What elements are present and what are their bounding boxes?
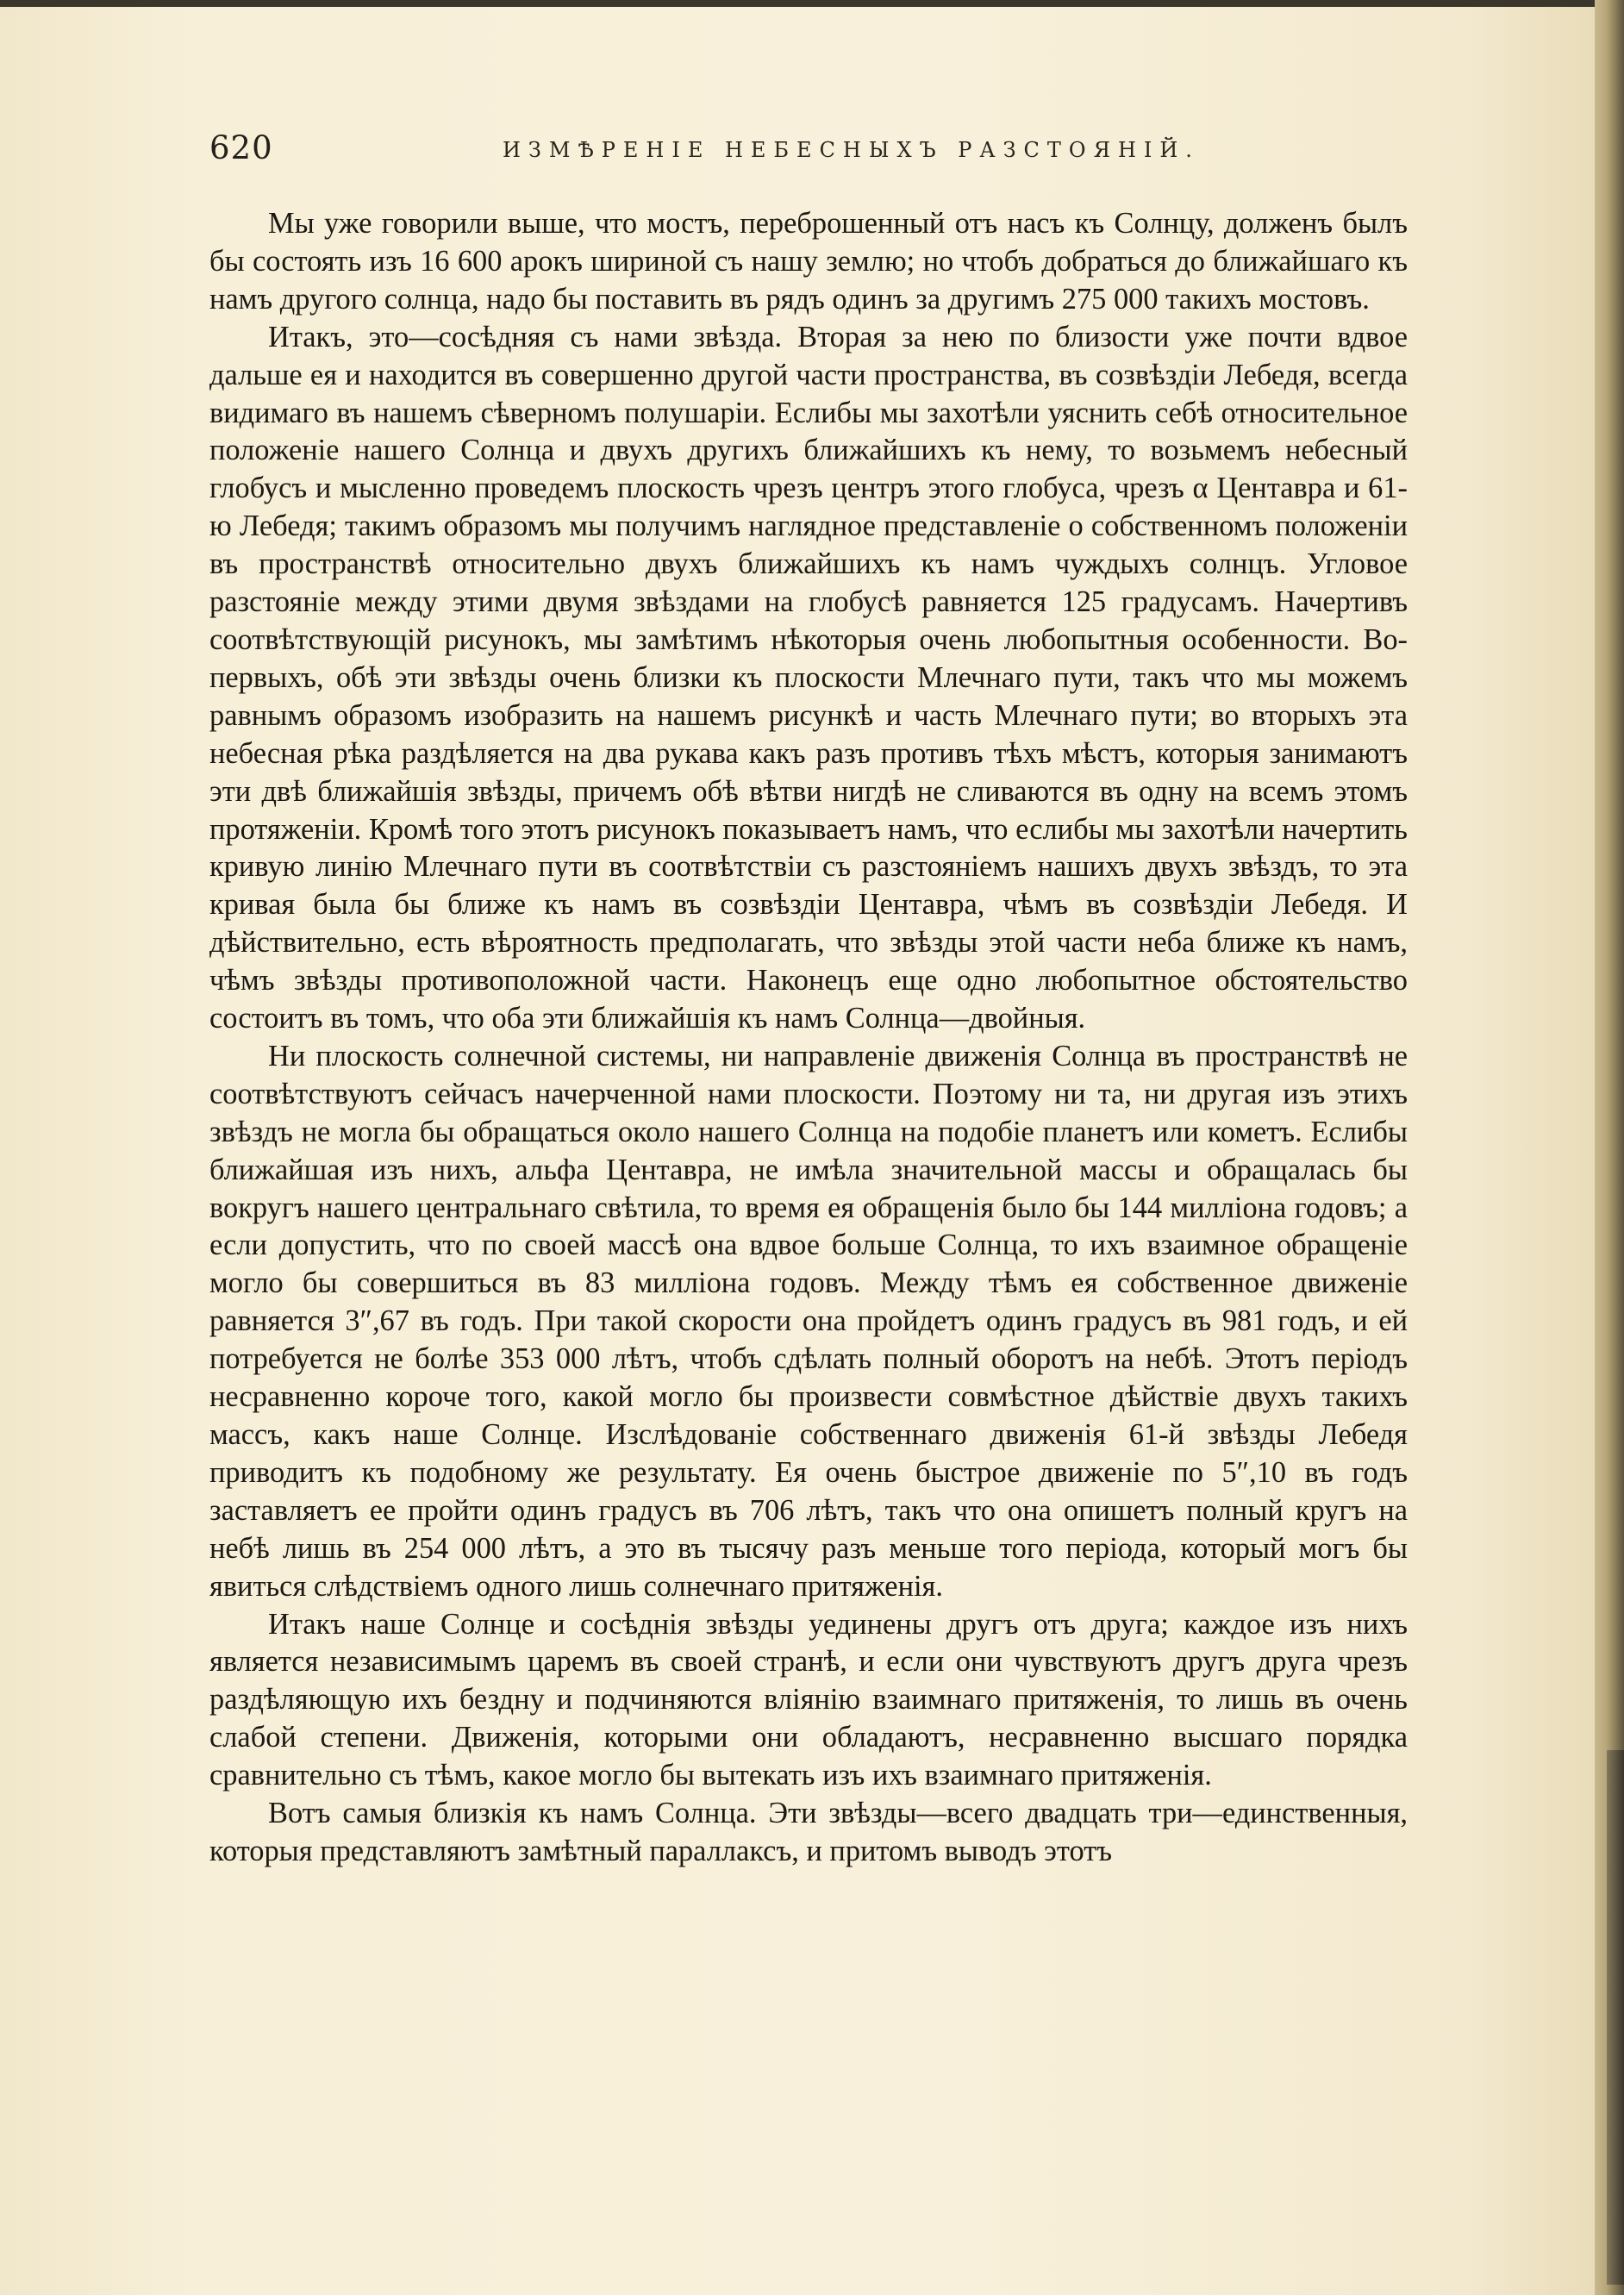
running-head: ИЗМѢРЕНІЕ НЕБЕСНЫХЪ РАЗСТОЯНІЙ. bbox=[503, 138, 1200, 162]
paragraph: Итакъ, это—сосѣдняя съ нами звѣзда. Вторая за нею по близости уже почти вдвое дальше ея и находится въ совершенно другой части пространства, въ созвѣздіи Лебедя, всегда видимаго въ нашемъ сѣверномъ полушаріи. Еслибы мы захотѣли уяснить себѣ относительное положеніе нашего Солнца и двухъ другихъ ближайшихъ къ нему, то возьмемъ небесный глобусъ и мысленно проведемъ плоскость чрезъ центръ этого глобуса, чрезъ α Центавра и 61-ю Лебедя; такимъ образомъ мы получимъ наглядное представленіе о собственномъ положеніи въ пространствѣ относительно двухъ ближайшихъ къ намъ чуждыхъ солнцъ. Угловое разстояніе между этими двумя звѣздами на глобусѣ равняется 125 градусамъ. Начертивъ соотвѣтствующій рисунокъ, мы замѣтимъ нѣкоторыя очень любопытныя особенности. Во-первыхъ, обѣ эти звѣзды очень близки къ плоскости Млечнаго пути, такъ что мы можемъ равнымъ образомъ изобразить на нашемъ рисункѣ и часть Млечнаго пути; во вторыхъ эта небесная рѣка раздѣляется на два рукава какъ разъ противъ тѣхъ мѣстъ, которыя занимаютъ эти двѣ ближайшія звѣзды, причемъ обѣ вѣтви нигдѣ не сливаются въ одну на всемъ этомъ протяженіи. Кромѣ того этотъ рисунокъ показываетъ намъ, что еслибы мы захотѣли начертить кривую линію Млечнаго пути въ соотвѣтствіи съ разстояніемъ нашихъ двухъ звѣздъ, то эта кривая была бы ближе къ намъ въ созвѣздіи Центавра, чѣмъ въ созвѣздіи Лебедя. И дѣйствительно, есть вѣроятность предполагать, что звѣзды этой части неба ближе къ намъ, чѣмъ звѣзды противоположной части. Наконецъ еще одно любопытное обстоятельство состоитъ въ томъ, что оба эти ближайшія къ намъ Солнца—двойныя. bbox=[209, 320, 1408, 1035]
paragraph: Вотъ самыя близкія къ намъ Солнца. Эти звѣзды—всего двадцать три—единственныя, которыя представляютъ замѣтный параллаксъ, и притомъ выводъ этотъ bbox=[209, 1797, 1408, 1867]
page-number: 620 bbox=[209, 129, 273, 166]
paragraph: Ни плоскость солнечной системы, ни направленіе движенія Солнца въ пространствѣ не соотвѣтствуютъ сейчасъ начерченной нами плоскости. Поэтому ни та, ни другая изъ этихъ звѣздъ не могла бы обращаться около нашего Солнца на подобіе планетъ или кометъ. Еслибы ближайшая изъ нихъ, альфа Центавра, не имѣла значительной массы и обращалась бы вокругъ нашего центральнаго свѣтила, то время ея обращенія было бы 144 милліона годовъ; а если допустить, что по своей массѣ она вдвое больше Солнца, то ихъ взаимное обращеніе могло бы совершиться въ 83 милліона годовъ. Между тѣмъ ея собственное движеніе равняется 3″,67 въ годъ. При такой скорости она пройдетъ одинъ градусъ въ 981 годъ, и ей потребуется не болѣе 353 000 лѣтъ, чтобъ сдѣлать полный оборотъ на небѣ. Этотъ періодъ несравненно короче того, какой могло бы произвести совмѣстное дѣйствіе двухъ такихъ массъ, какъ наше Солнце. Изслѣдованіе собственнаго движенія 61-й звѣзды Лебедя приводитъ къ подобному же результату. Ея очень быстрое движеніе по 5″,10 въ годъ заставляетъ ее пройти одинъ градусъ въ 706 лѣтъ, такъ что она опишетъ полный кругъ на небѣ лишь въ 254 000 лѣтъ, а это въ тысячу разъ меньше того періода, который могъ бы явиться слѣдствіемъ одного лишь солнечнаго притяженія. bbox=[209, 1039, 1408, 1603]
page-header bbox=[209, 129, 1416, 181]
spine-shadow bbox=[1607, 1750, 1624, 2285]
scan-top-edge bbox=[0, 0, 1624, 7]
paragraph: Мы уже говорили выше, что мостъ, переброшенный отъ насъ къ Солнцу, долженъ былъ бы состоять изъ 16 600 арокъ шириной съ нашу землю; но чтобъ добраться до ближайшаго къ намъ другого солнца, надо бы поставить въ рядъ одинъ за другимъ 275 000 такихъ мостовъ. bbox=[209, 207, 1408, 316]
body-text bbox=[209, 205, 1408, 1871]
paragraph: Итакъ наше Солнце и сосѣднія звѣзды уединены другъ отъ друга; каждое изъ нихъ является независимымъ царемъ въ своей странѣ, и если они чувствуютъ другъ друга чрезъ раздѣляющую ихъ бездну и подчиняются вліянію взаимнаго притяженія, то лишь въ очень слабой степени. Движенія, которыми они обладаютъ, несравненно высшаго порядка сравнительно съ тѣмъ, какое могло бы вытекать изъ ихъ взаимнаго притяженія. bbox=[209, 1607, 1408, 1792]
